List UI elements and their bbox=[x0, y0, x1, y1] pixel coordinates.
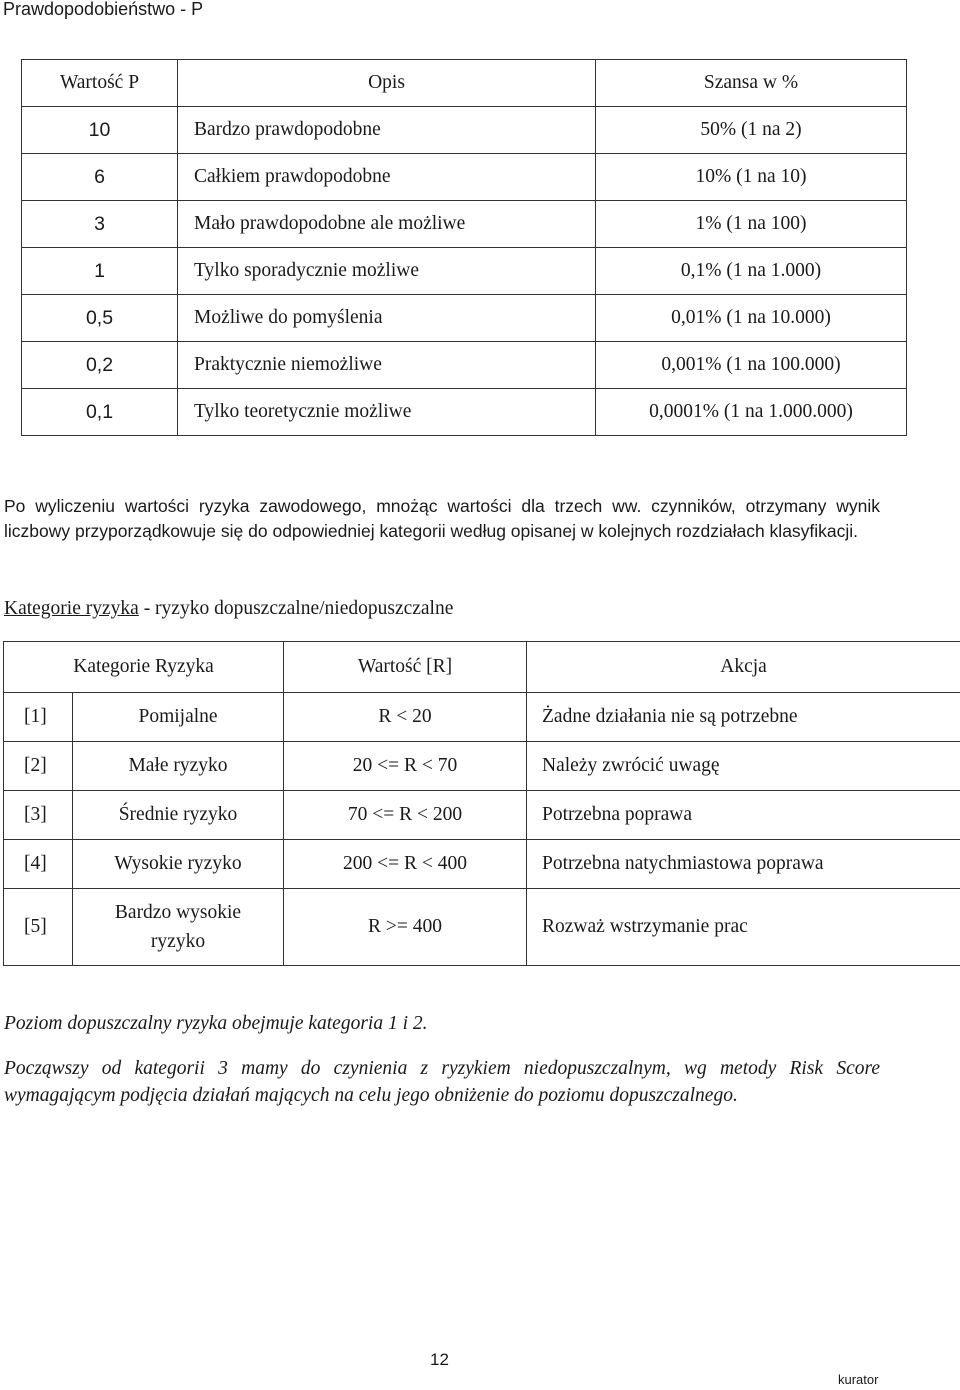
probability-header-value: Wartość P bbox=[22, 60, 178, 107]
probability-description: Tylko teoretycznie możliwe bbox=[178, 389, 596, 436]
risk-index: [2] bbox=[4, 742, 73, 791]
probability-description: Tylko sporadycznie możliwe bbox=[178, 248, 596, 295]
probability-table bbox=[21, 59, 907, 436]
table-row bbox=[4, 889, 960, 966]
risk-calculation-paragraph: Po wyliczeniu wartości ryzyka zawodowego, mnożąc wartości dla trzech ww. czynników, otrzymany wynik liczbowy przyporządkowuje się do odpowiedniej kategorii według opisanej w kolejnych rozdziałach klasyfikacji. bbox=[4, 496, 880, 541]
footer-author: kurator bbox=[838, 1372, 879, 1387]
probability-chance: 1% (1 na 100) bbox=[596, 201, 907, 248]
table-row bbox=[4, 840, 960, 889]
risk-range: R < 20 bbox=[284, 693, 527, 742]
risk-category: Średnie ryzyko bbox=[73, 791, 284, 840]
probability-value: 0,1 bbox=[22, 389, 178, 436]
risk-index: [4] bbox=[4, 840, 73, 889]
probability-value: 1 bbox=[22, 248, 178, 295]
risk-range: R >= 400 bbox=[284, 889, 527, 966]
risk-range: 200 <= R < 400 bbox=[284, 840, 527, 889]
probability-value: 6 bbox=[22, 154, 178, 201]
risk-category: Pomijalne bbox=[73, 693, 284, 742]
probability-value: 3 bbox=[22, 201, 178, 248]
risk-range: 70 <= R < 200 bbox=[284, 791, 527, 840]
risk-action: Potrzebna natychmiastowa poprawa bbox=[527, 840, 960, 889]
risk-categories-heading-rest: - ryzyko dopuszczalne/niedopuszczalne bbox=[138, 598, 454, 619]
risk-range: 20 <= R < 70 bbox=[284, 742, 527, 791]
table-row bbox=[22, 389, 907, 436]
risk-categories-heading-underlined: Kategorie ryzyka bbox=[4, 598, 139, 619]
risk-header-action: Akcja bbox=[527, 642, 960, 693]
risk-categories-table bbox=[3, 641, 960, 966]
risk-action: Należy zwrócić uwagę bbox=[527, 742, 960, 791]
risk-category: Bardzo wysokie ryzyko bbox=[73, 889, 284, 966]
risk-category: Małe ryzyko bbox=[73, 742, 284, 791]
table-row bbox=[4, 791, 960, 840]
table-row bbox=[22, 154, 907, 201]
probability-header-description: Opis bbox=[178, 60, 596, 107]
risk-header-value: Wartość [R] bbox=[284, 642, 527, 693]
acceptable-risk-note: Poziom dopuszczalny ryzyka obejmuje kategoria 1 i 2. bbox=[4, 1013, 428, 1034]
probability-description: Praktycznie niemożliwe bbox=[178, 342, 596, 389]
probability-chance: 0,1% (1 na 1.000) bbox=[596, 248, 907, 295]
unacceptable-risk-note: Począwszy od kategorii 3 mamy do czynienia z ryzykiem niedopuszczalnym, wg metody Risk Score wymagającym podjęcia działań mających na celu jego obniżenie do poziomu dopuszczalnego. bbox=[4, 1058, 880, 1106]
probability-chance: 10% (1 na 10) bbox=[596, 154, 907, 201]
probability-chance: 0,0001% (1 na 1.000.000) bbox=[596, 389, 907, 436]
table-row bbox=[22, 107, 907, 154]
risk-index: [1] bbox=[4, 693, 73, 742]
risk-action: Żadne działania nie są potrzebne bbox=[527, 693, 960, 742]
probability-chance: 0,01% (1 na 10.000) bbox=[596, 295, 907, 342]
section-title: Prawdopodobieństwo - P bbox=[3, 0, 204, 19]
risk-action: Rozważ wstrzymanie prac bbox=[527, 889, 960, 966]
probability-description: Całkiem prawdopodobne bbox=[178, 154, 596, 201]
probability-table-header-row bbox=[22, 60, 907, 107]
risk-header-category: Kategorie Ryzyka bbox=[4, 642, 284, 693]
table-row bbox=[22, 201, 907, 248]
table-row bbox=[22, 342, 907, 389]
probability-chance: 50% (1 na 2) bbox=[596, 107, 907, 154]
table-row bbox=[4, 742, 960, 791]
risk-index: [3] bbox=[4, 791, 73, 840]
risk-categories-heading bbox=[4, 597, 453, 621]
risk-category: Wysokie ryzyko bbox=[73, 840, 284, 889]
page-number: 12 bbox=[430, 1350, 449, 1369]
risk-index: [5] bbox=[4, 889, 73, 966]
risk-action: Potrzebna poprawa bbox=[527, 791, 960, 840]
probability-description: Mało prawdopodobne ale możliwe bbox=[178, 201, 596, 248]
probability-value: 0,5 bbox=[22, 295, 178, 342]
probability-value: 10 bbox=[22, 107, 178, 154]
table-row bbox=[4, 693, 960, 742]
probability-header-chance: Szansa w % bbox=[596, 60, 907, 107]
table-row bbox=[22, 295, 907, 342]
table-row bbox=[22, 248, 907, 295]
probability-value: 0,2 bbox=[22, 342, 178, 389]
risk-table-header-row bbox=[4, 642, 960, 693]
probability-description: Możliwe do pomyślenia bbox=[178, 295, 596, 342]
probability-description: Bardzo prawdopodobne bbox=[178, 107, 596, 154]
probability-chance: 0,001% (1 na 100.000) bbox=[596, 342, 907, 389]
